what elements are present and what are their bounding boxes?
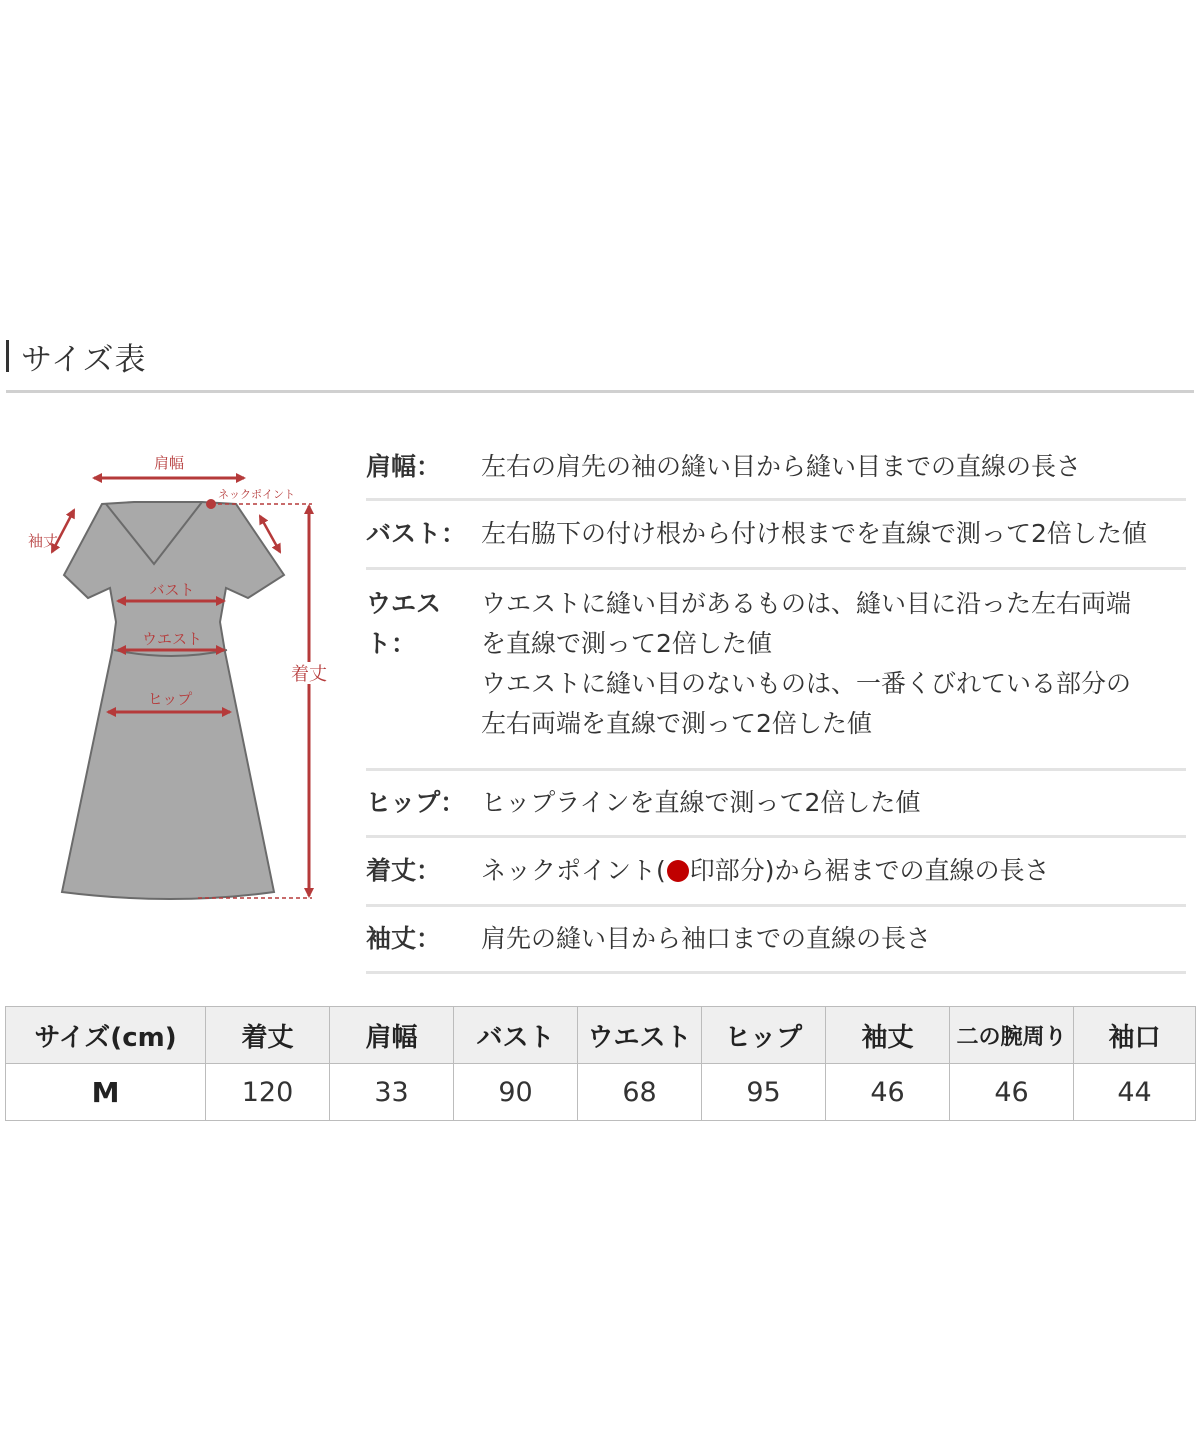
table-row xyxy=(6,1064,1196,1121)
title-accent-bar xyxy=(6,340,9,372)
table-header: サイズ(cm) xyxy=(6,1007,206,1064)
table-cell: 90 xyxy=(454,1064,578,1121)
definition-shoulder xyxy=(366,436,1186,501)
table-cell: 120 xyxy=(206,1064,330,1121)
table-header: ヒップ xyxy=(702,1007,826,1064)
shoulder-label: 肩幅 xyxy=(153,454,185,472)
table-header: ウエスト xyxy=(578,1007,702,1064)
dress-diagram xyxy=(22,440,342,910)
table-header: バスト xyxy=(454,1007,578,1064)
definition-term: 着丈： xyxy=(366,856,442,885)
definition-text: ヒップラインを直線で測って2倍した値 xyxy=(481,788,921,817)
definition-text: 左右脇下の付け根から付け根までを直線で測って2倍した値 xyxy=(481,519,1147,548)
bust-label: バスト xyxy=(149,581,195,599)
definition-term: バスト： xyxy=(366,519,467,548)
table-cell-size: M xyxy=(6,1064,206,1121)
table-cell: 33 xyxy=(330,1064,454,1121)
table-header: 着丈 xyxy=(206,1007,330,1064)
size-table xyxy=(5,1006,1196,1121)
table-header: 袖口 xyxy=(1074,1007,1196,1064)
definition-text: 左右の肩先の袖の縫い目から縫い目までの直線の長さ xyxy=(481,452,1082,481)
definition-bust xyxy=(366,501,1186,570)
table-cell: 44 xyxy=(1074,1064,1196,1121)
section-title xyxy=(6,336,147,376)
definition-hip xyxy=(366,771,1186,838)
neck-point-label: ネックポイント xyxy=(218,488,295,501)
table-cell: 46 xyxy=(826,1064,950,1121)
table-header: 肩幅 xyxy=(330,1007,454,1064)
definition-waist xyxy=(366,570,1186,771)
title-divider xyxy=(6,390,1194,393)
definition-term: ウエスト： xyxy=(366,589,442,658)
definition-term: 肩幅： xyxy=(366,452,442,481)
definition-term: ヒップ： xyxy=(366,788,466,817)
table-header: 袖丈 xyxy=(826,1007,950,1064)
definition-text: ウエストに縫い目があるものは、縫い目に沿った左右両端 を直線で測って2倍した値 ウエストに縫い目のないものは、一番くびれている部分の 左右両端を直線で測って2倍した値 xyxy=(481,589,1132,738)
table-cell: 68 xyxy=(578,1064,702,1121)
table-cell: 95 xyxy=(702,1064,826,1121)
neck-point-marker-icon xyxy=(667,860,689,882)
definition-sleeve xyxy=(366,907,1186,974)
table-cell: 46 xyxy=(950,1064,1074,1121)
measurement-definitions xyxy=(366,436,1186,974)
table-header-row xyxy=(6,1007,1196,1064)
page-title: サイズ表 xyxy=(21,341,147,378)
length-label: 着丈 xyxy=(291,664,327,685)
dress-illustration xyxy=(22,440,342,910)
table-header: 二の腕周り xyxy=(950,1007,1074,1064)
definition-text: 肩先の縫い目から袖口までの直線の長さ xyxy=(481,924,932,953)
definition-length xyxy=(366,838,1186,907)
definition-term: 袖丈： xyxy=(366,924,442,953)
hip-label: ヒップ xyxy=(147,690,193,708)
definition-text: ネックポイント( 印部分)から裾までの直線の長さ xyxy=(481,856,1050,885)
waist-label: ウエスト xyxy=(141,630,203,648)
sleeve-label: 袖丈 xyxy=(28,532,59,550)
